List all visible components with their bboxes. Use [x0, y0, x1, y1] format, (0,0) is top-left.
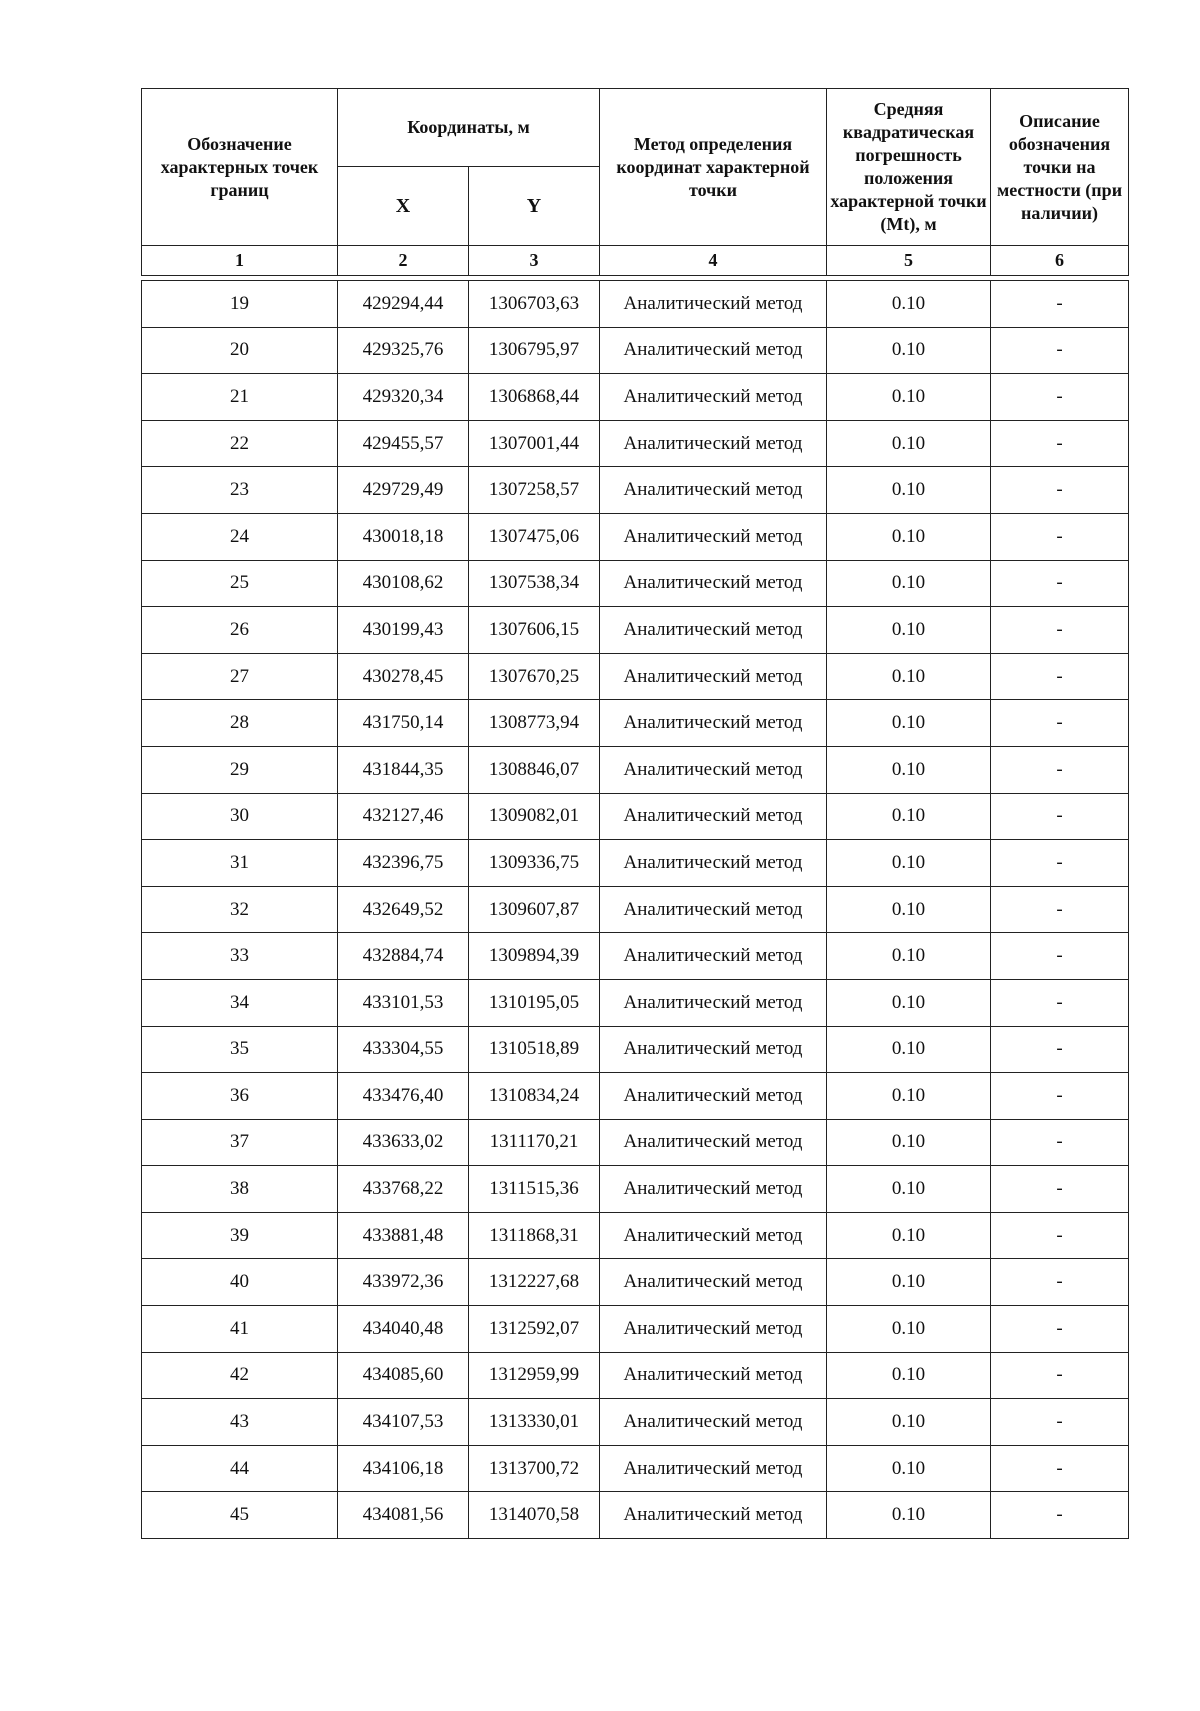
point-number-cell: 39 [142, 1212, 338, 1259]
x-coordinate-cell: 432396,75 [338, 840, 469, 887]
y-coordinate-cell: 1309336,75 [469, 840, 600, 887]
x-coordinate-cell: 434106,18 [338, 1445, 469, 1492]
point-number-cell: 29 [142, 746, 338, 793]
point-description-cell: - [991, 1492, 1129, 1539]
x-coordinate-cell: 432127,46 [338, 793, 469, 840]
x-coordinate-cell: 430018,18 [338, 513, 469, 560]
table-row [142, 1259, 1129, 1306]
mean-square-error-cell: 0.10 [827, 1026, 991, 1073]
x-coordinate-cell: 430199,43 [338, 607, 469, 654]
mean-square-error-cell: 0.10 [827, 1073, 991, 1120]
mean-square-error-cell: 0.10 [827, 1445, 991, 1492]
point-description-cell: - [991, 1119, 1129, 1166]
table-row [142, 933, 1129, 980]
point-number-cell: 37 [142, 1119, 338, 1166]
x-coordinate-cell: 434081,56 [338, 1492, 469, 1539]
point-description-cell: - [991, 746, 1129, 793]
header-mean-square-error: Средняя квадратическая погрешность положения характерной точки (Mt), м [827, 89, 991, 246]
x-coordinate-cell: 434040,48 [338, 1306, 469, 1353]
mean-square-error-cell: 0.10 [827, 1352, 991, 1399]
point-number-cell: 20 [142, 327, 338, 374]
mean-square-error-cell: 0.10 [827, 1306, 991, 1353]
x-coordinate-cell: 431844,35 [338, 746, 469, 793]
method-cell: Аналитический метод [600, 886, 827, 933]
table-row [142, 979, 1129, 1026]
y-coordinate-cell: 1307606,15 [469, 607, 600, 654]
table-body [142, 281, 1129, 1539]
mean-square-error-cell: 0.10 [827, 979, 991, 1026]
method-cell: Аналитический метод [600, 1073, 827, 1120]
method-cell: Аналитический метод [600, 700, 827, 747]
table-row [142, 374, 1129, 421]
method-cell: Аналитический метод [600, 653, 827, 700]
mean-square-error-cell: 0.10 [827, 513, 991, 560]
y-coordinate-cell: 1312592,07 [469, 1306, 600, 1353]
header-column-number: 1 [142, 246, 338, 276]
header-point-description: Описание обозначения точки на местности (при наличии) [991, 89, 1129, 246]
method-cell: Аналитический метод [600, 467, 827, 514]
x-coordinate-cell: 432884,74 [338, 933, 469, 980]
header-coordinates: Координаты, м [338, 89, 600, 167]
point-description-cell: - [991, 374, 1129, 421]
point-number-cell: 36 [142, 1073, 338, 1120]
x-coordinate-cell: 433304,55 [338, 1026, 469, 1073]
point-number-cell: 31 [142, 840, 338, 887]
header-method: Метод определения координат характерной точки [600, 89, 827, 246]
method-cell: Аналитический метод [600, 1399, 827, 1446]
point-number-cell: 23 [142, 467, 338, 514]
method-cell: Аналитический метод [600, 327, 827, 374]
method-cell: Аналитический метод [600, 281, 827, 328]
point-number-cell: 30 [142, 793, 338, 840]
point-description-cell: - [991, 1399, 1129, 1446]
table-row [142, 653, 1129, 700]
point-description-cell: - [991, 1073, 1129, 1120]
mean-square-error-cell: 0.10 [827, 1492, 991, 1539]
method-cell: Аналитический метод [600, 1352, 827, 1399]
y-coordinate-cell: 1307258,57 [469, 467, 600, 514]
point-number-cell: 26 [142, 607, 338, 654]
header-column-number: 6 [991, 246, 1129, 276]
method-cell: Аналитический метод [600, 979, 827, 1026]
header-column-number: 3 [469, 246, 600, 276]
table-row [142, 513, 1129, 560]
x-coordinate-cell: 434107,53 [338, 1399, 469, 1446]
method-cell: Аналитический метод [600, 933, 827, 980]
point-number-cell: 45 [142, 1492, 338, 1539]
x-coordinate-cell: 429294,44 [338, 281, 469, 328]
x-coordinate-cell: 431750,14 [338, 700, 469, 747]
point-number-cell: 27 [142, 653, 338, 700]
table-row [142, 1119, 1129, 1166]
y-coordinate-cell: 1309894,39 [469, 933, 600, 980]
point-number-cell: 42 [142, 1352, 338, 1399]
table-row [142, 560, 1129, 607]
x-coordinate-cell: 430108,62 [338, 560, 469, 607]
table-row [142, 327, 1129, 374]
y-coordinate-cell: 1307001,44 [469, 420, 600, 467]
x-coordinate-cell: 429325,76 [338, 327, 469, 374]
y-coordinate-cell: 1313700,72 [469, 1445, 600, 1492]
table-row [142, 1026, 1129, 1073]
point-number-cell: 22 [142, 420, 338, 467]
point-description-cell: - [991, 1445, 1129, 1492]
y-coordinate-cell: 1307475,06 [469, 513, 600, 560]
method-cell: Аналитический метод [600, 1259, 827, 1306]
mean-square-error-cell: 0.10 [827, 281, 991, 328]
table-row [142, 1492, 1129, 1539]
method-cell: Аналитический метод [600, 560, 827, 607]
point-number-cell: 38 [142, 1166, 338, 1213]
method-cell: Аналитический метод [600, 1026, 827, 1073]
point-description-cell: - [991, 467, 1129, 514]
mean-square-error-cell: 0.10 [827, 1166, 991, 1213]
point-number-cell: 25 [142, 560, 338, 607]
method-cell: Аналитический метод [600, 1306, 827, 1353]
x-coordinate-cell: 432649,52 [338, 886, 469, 933]
method-cell: Аналитический метод [600, 746, 827, 793]
point-number-cell: 44 [142, 1445, 338, 1492]
point-number-cell: 19 [142, 281, 338, 328]
mean-square-error-cell: 0.10 [827, 1259, 991, 1306]
y-coordinate-cell: 1306868,44 [469, 374, 600, 421]
mean-square-error-cell: 0.10 [827, 700, 991, 747]
x-coordinate-cell: 433633,02 [338, 1119, 469, 1166]
y-coordinate-cell: 1310834,24 [469, 1073, 600, 1120]
mean-square-error-cell: 0.10 [827, 1119, 991, 1166]
x-coordinate-cell: 429455,57 [338, 420, 469, 467]
method-cell: Аналитический метод [600, 374, 827, 421]
point-description-cell: - [991, 933, 1129, 980]
point-number-cell: 28 [142, 700, 338, 747]
header-x: X [338, 167, 469, 246]
point-number-cell: 32 [142, 886, 338, 933]
mean-square-error-cell: 0.10 [827, 746, 991, 793]
table-row [142, 700, 1129, 747]
method-cell: Аналитический метод [600, 793, 827, 840]
point-description-cell: - [991, 793, 1129, 840]
y-coordinate-cell: 1313330,01 [469, 1399, 600, 1446]
table-row [142, 886, 1129, 933]
table-row [142, 420, 1129, 467]
table-row [142, 1445, 1129, 1492]
header-column-number: 4 [600, 246, 827, 276]
y-coordinate-cell: 1311170,21 [469, 1119, 600, 1166]
y-coordinate-cell: 1307538,34 [469, 560, 600, 607]
point-description-cell: - [991, 1212, 1129, 1259]
mean-square-error-cell: 0.10 [827, 1399, 991, 1446]
mean-square-error-cell: 0.10 [827, 374, 991, 421]
header-point-designation: Обозначение характерных точек границ [142, 89, 338, 246]
coordinates-table [141, 280, 1129, 1539]
x-coordinate-cell: 433972,36 [338, 1259, 469, 1306]
table-row [142, 281, 1129, 328]
table-row [142, 746, 1129, 793]
x-coordinate-cell: 434085,60 [338, 1352, 469, 1399]
point-description-cell: - [991, 979, 1129, 1026]
point-number-cell: 24 [142, 513, 338, 560]
x-coordinate-cell: 429729,49 [338, 467, 469, 514]
mean-square-error-cell: 0.10 [827, 1212, 991, 1259]
method-cell: Аналитический метод [600, 1492, 827, 1539]
point-description-cell: - [991, 560, 1129, 607]
mean-square-error-cell: 0.10 [827, 933, 991, 980]
method-cell: Аналитический метод [600, 1119, 827, 1166]
point-number-cell: 41 [142, 1306, 338, 1353]
point-number-cell: 35 [142, 1026, 338, 1073]
header-column-number: 5 [827, 246, 991, 276]
header-y: Y [469, 167, 600, 246]
table-row [142, 1399, 1129, 1446]
table-row [142, 1306, 1129, 1353]
point-description-cell: - [991, 886, 1129, 933]
point-description-cell: - [991, 1026, 1129, 1073]
table-row [142, 1352, 1129, 1399]
point-description-cell: - [991, 1306, 1129, 1353]
table-row [142, 1212, 1129, 1259]
table-row [142, 793, 1129, 840]
x-coordinate-cell: 433476,40 [338, 1073, 469, 1120]
point-description-cell: - [991, 1259, 1129, 1306]
mean-square-error-cell: 0.10 [827, 420, 991, 467]
point-number-cell: 21 [142, 374, 338, 421]
method-cell: Аналитический метод [600, 513, 827, 560]
mean-square-error-cell: 0.10 [827, 467, 991, 514]
method-cell: Аналитический метод [600, 1445, 827, 1492]
point-description-cell: - [991, 420, 1129, 467]
y-coordinate-cell: 1310518,89 [469, 1026, 600, 1073]
point-number-cell: 40 [142, 1259, 338, 1306]
x-coordinate-cell: 433768,22 [338, 1166, 469, 1213]
table-header [141, 88, 1129, 276]
y-coordinate-cell: 1308773,94 [469, 700, 600, 747]
mean-square-error-cell: 0.10 [827, 560, 991, 607]
method-cell: Аналитический метод [600, 1212, 827, 1259]
y-coordinate-cell: 1312227,68 [469, 1259, 600, 1306]
y-coordinate-cell: 1311868,31 [469, 1212, 600, 1259]
point-number-cell: 43 [142, 1399, 338, 1446]
point-description-cell: - [991, 607, 1129, 654]
mean-square-error-cell: 0.10 [827, 653, 991, 700]
y-coordinate-cell: 1308846,07 [469, 746, 600, 793]
table-row [142, 1166, 1129, 1213]
x-coordinate-cell: 433881,48 [338, 1212, 469, 1259]
point-description-cell: - [991, 327, 1129, 374]
mean-square-error-cell: 0.10 [827, 886, 991, 933]
x-coordinate-cell: 429320,34 [338, 374, 469, 421]
method-cell: Аналитический метод [600, 420, 827, 467]
y-coordinate-cell: 1309607,87 [469, 886, 600, 933]
method-cell: Аналитический метод [600, 607, 827, 654]
point-number-cell: 34 [142, 979, 338, 1026]
mean-square-error-cell: 0.10 [827, 607, 991, 654]
y-coordinate-cell: 1307670,25 [469, 653, 600, 700]
y-coordinate-cell: 1311515,36 [469, 1166, 600, 1213]
y-coordinate-cell: 1306795,97 [469, 327, 600, 374]
x-coordinate-cell: 433101,53 [338, 979, 469, 1026]
y-coordinate-cell: 1314070,58 [469, 1492, 600, 1539]
point-number-cell: 33 [142, 933, 338, 980]
y-coordinate-cell: 1310195,05 [469, 979, 600, 1026]
y-coordinate-cell: 1309082,01 [469, 793, 600, 840]
x-coordinate-cell: 430278,45 [338, 653, 469, 700]
point-description-cell: - [991, 653, 1129, 700]
table-row [142, 607, 1129, 654]
method-cell: Аналитический метод [600, 1166, 827, 1213]
point-description-cell: - [991, 513, 1129, 560]
table-row [142, 1073, 1129, 1120]
y-coordinate-cell: 1312959,99 [469, 1352, 600, 1399]
mean-square-error-cell: 0.10 [827, 840, 991, 887]
point-description-cell: - [991, 1166, 1129, 1213]
point-description-cell: - [991, 281, 1129, 328]
table-row [142, 840, 1129, 887]
mean-square-error-cell: 0.10 [827, 327, 991, 374]
point-description-cell: - [991, 700, 1129, 747]
table-row [142, 467, 1129, 514]
header-column-number: 2 [338, 246, 469, 276]
mean-square-error-cell: 0.10 [827, 793, 991, 840]
point-description-cell: - [991, 1352, 1129, 1399]
y-coordinate-cell: 1306703,63 [469, 281, 600, 328]
method-cell: Аналитический метод [600, 840, 827, 887]
point-description-cell: - [991, 840, 1129, 887]
